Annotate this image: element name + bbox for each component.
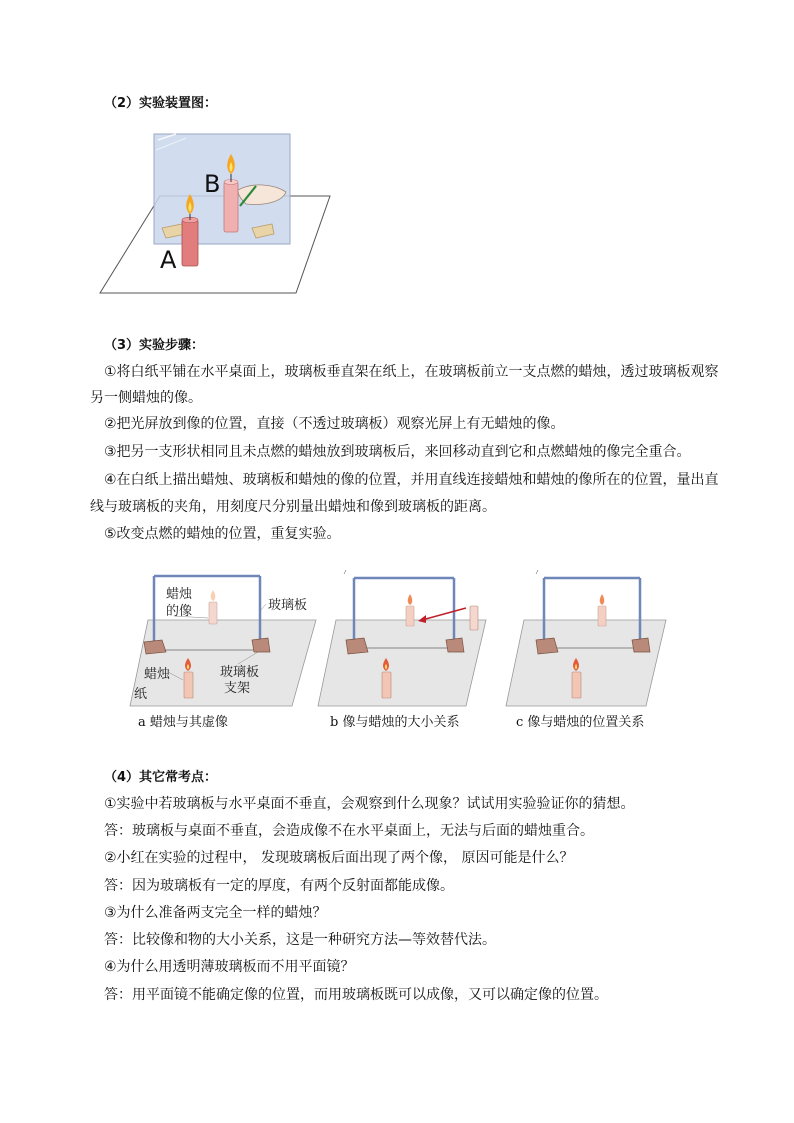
step-5: ⑤改变点燃的蜡烛的位置，重复实验。 [104,526,341,542]
stand-left [346,638,368,654]
candle-unlit [470,606,478,630]
stand-label-2: 支架 [224,681,251,696]
candle-label: 蜡烛 [144,667,171,682]
paper-label: 纸 [134,687,148,702]
paper-sheet [506,620,666,706]
candle-real [572,672,581,698]
candle-image-label-2: 的像 [166,604,193,619]
stand-label-1: 玻璃板 [220,665,260,680]
experiment-setup-figure [96,130,336,300]
step-1-line-2: 另一侧蜡烛的像。 [90,390,202,406]
step-1-line-1: ①将白纸平铺在水平桌面上，玻璃板垂直架在纸上，在玻璃板前立一支点燃的蜡烛，透过玻璃板观察 [104,364,719,380]
candle-image [209,602,217,624]
diagram-b [316,564,492,710]
question-4: ④为什么用透明薄玻璃板而不用平面镜？ [104,959,355,975]
stand-right [446,638,464,652]
answer-3: 答：比较像和物的大小关系，这是一种研究方法—等效替代法。 [104,932,496,948]
candle-image-label-1: 蜡烛 [166,587,193,602]
caption-c: c 像与蜡烛的位置关系 [516,715,645,730]
paper-sheet [130,620,316,706]
label-b: B [204,170,221,198]
caption-b: b 像与蜡烛的大小关系 [330,715,460,730]
move-arrow [422,608,466,620]
paper-sheet [318,620,486,706]
question-2: ②小红在实验的过程中， 发现玻璃板后面出现了两个像， 原因可能是什么？ [104,850,574,866]
candle-real [382,672,391,698]
candle-image [406,606,414,626]
glass-label: 玻璃板 [268,598,308,613]
step-3: ③把另一支形状相同且未点燃的蜡烛放到玻璃板后，来回移动直到它和点燃蜡烛的像完全重合。 [104,444,691,460]
candle-a [182,220,198,266]
stand-left [144,640,166,654]
label-a: A [160,246,177,274]
stand-left [536,638,558,654]
stand-right [252,638,270,652]
step-4-line-2: 线与玻璃板的夹角，用刻度尺分别量出蜡烛和像到玻璃板的距离。 [90,499,496,515]
candle-real [184,672,193,698]
section3-heading: （3）实验步骤： [104,338,205,353]
section2-heading: （2）实验装置图： [104,96,218,111]
question-1: ①实验中若玻璃板与水平桌面不垂直，会观察到什么现象？试试用实验验证你的猜想。 [104,796,635,812]
caption-a: a 蜡烛与其虚像 [138,715,228,730]
answer-4: 答：用平面镜不能确定像的位置，而用玻璃板既可以成像，又可以确定像的位置。 [104,987,608,1003]
diagram-c [500,564,672,710]
answer-1: 答：玻璃板与桌面不垂直，会造成像不在水平桌面上，无法与后面的蜡烛重合。 [104,823,594,839]
section4-heading: （4）其它常考点： [104,770,218,785]
diagram-a [128,570,318,710]
step-4-line-1: ④在白纸上描出蜡烛、玻璃板和蜡烛的像的位置，并用直线连接蜡烛和蜡烛的像所在的位置，量出直 [104,472,719,488]
candle-b [224,182,238,232]
answer-2: 答：因为玻璃板有一定的厚度，有两个反射面都能成像。 [104,878,454,894]
question-3: ③为什么准备两支完全一样的蜡烛？ [104,905,327,921]
stand-right [632,638,650,652]
step-2: ②把光屏放到像的位置，直接（不透过玻璃板）观察光屏上有无蜡烛的像。 [104,416,565,432]
candle-image [598,606,606,626]
